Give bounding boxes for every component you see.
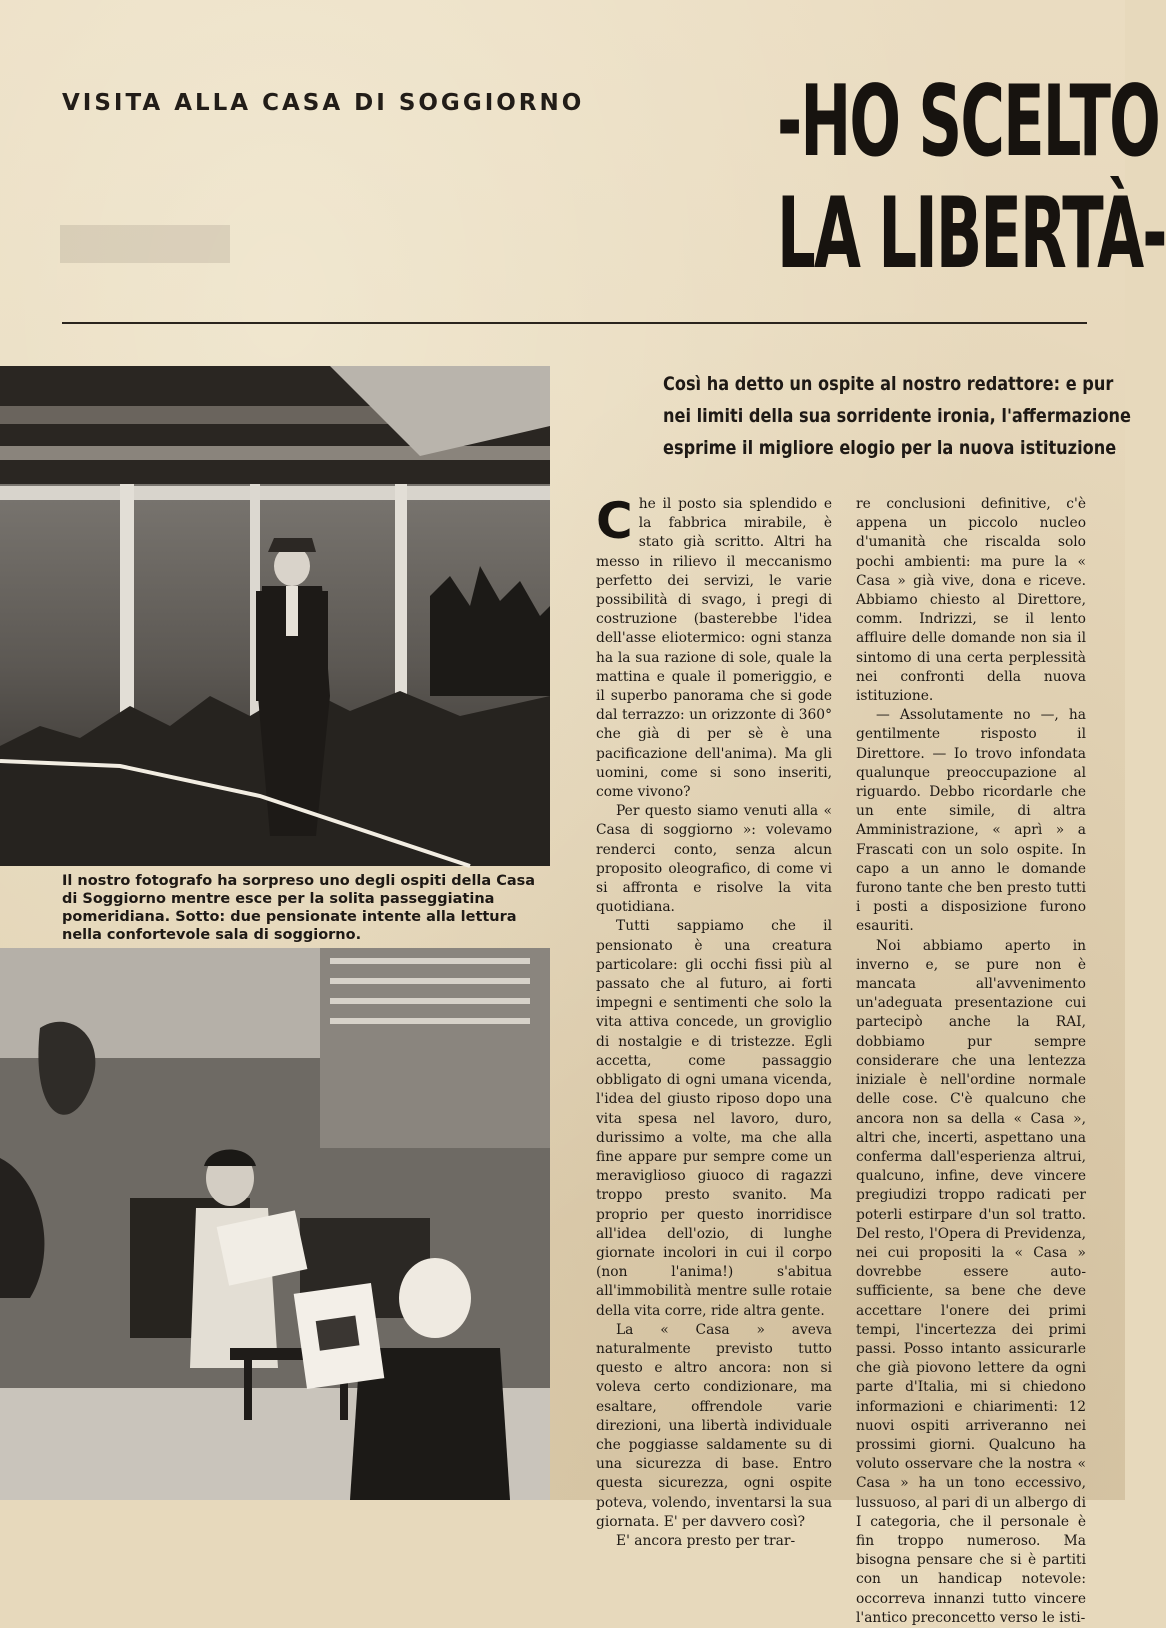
- article-paragraph: Noi abbiamo aperto in inverno e, se pure non è mancata all'avvenimento un'adeguata presentazione cui partecipò anche la RAI, dobbiamo pur sempre considerare che una lentezza iniziale è nell'ordine normale delle cose. C'è qualcuno che ancora non sa della « Casa », altri che, incerti, aspettano una conferma dall'esperienza altrui, qualcuno, infine, deve vincere pregiudizi troppo radicati per poterli estirpare d'un sol tratto. Del resto, l'Opera di Previdenza, nei cui propositi la « Casa » dovrebbe essere auto-sufficiente, sa bene che deve accettare l'onere dei primi tempi, l'incertezza dei primi passi. Posso intanto assicurarle che già piovono lettere da ogni parte d'Italia, mi si chiedono informazioni e chiarimenti: 12 nuovi ospiti arriveranno nei prossimi giorni. Qualcuno ha voluto osservare che la nostra « Casa » ha un tono eccessivo, lussuoso, al pari di un albergo di I categoria, che il personale è fin troppo numeroso. Ma bisogna pensare che si è partiti con un handicap notevole: occorreva innanzi tutto vincere l'antico preconcetto verso le isti-: [856, 937, 1086, 1626]
- photo-caption: Il nostro fotografo ha sorpreso uno degli ospiti della Casa di Soggiorno mentre esce per la solita passeggiatina pomeridiana. Sotto: due pensionate intente alla lettura nella confortevole sala di soggiorno.: [62, 873, 536, 943]
- article-paragraph: E' ancora presto per trar-: [616, 1532, 796, 1549]
- headline-line-2: LA LIBERTÀ-: [777, 177, 1166, 291]
- section-kicker: VISITA ALLA CASA DI SOGGIORNO: [62, 90, 585, 116]
- standfirst: [663, 368, 1132, 464]
- article-column-right: [856, 495, 1086, 1628]
- standfirst-line-3: esprime il migliore elogio per la nuova istituzione: [663, 437, 1117, 459]
- article-paragraph: La « Casa » aveva naturalmente previsto tutto questo e altro ancora: non si voleva certo condizionare, ma esaltare, offrendole varie direzioni, una libertà individuale che poggiasse saldamente su di una sicurezza di base. Entro questa sicurezza, ogni ospite poteva, volendo, inventarsi la sua giornata. E' per davvero così?: [596, 1321, 832, 1530]
- photo-women-reading: [0, 948, 550, 1500]
- standfirst-line-2: nei limiti della sua sorridente ironia, l'affermazione: [663, 405, 1132, 427]
- article-column-left: [596, 492, 832, 1551]
- photo-man-exiting-image: [0, 366, 550, 866]
- article-paragraph: Per questo siamo venuti alla « Casa di soggiorno »: volevamo renderci conto, senza alcun proposito oleografico, di come vi si affronta e risolve la vita quotidiana.: [596, 803, 832, 916]
- article-paragraph: [596, 492, 832, 802]
- headline: [777, 65, 1166, 291]
- article-paragraph: — Assolutamente no —, ha gentilmente risposto il Direttore. — Io trovo infondata qualunque preoccupazione al riguardo. Debbo ricordarle che un ente simile, di altra Amministrazione, « aprì » a Frascati con un solo ospite. In capo a un anno le domande furono tante che ben presto tutti i posti a disposizione furono esauriti.: [856, 707, 1086, 935]
- article-paragraph: re conclusioni definitive, c'è appena un piccolo nucleo d'umanità che riscalda solo pochi ambienti: ma pure la « Casa » già vive, dona e riceve. Abbiamo chiesto al Direttore, comm. Indrizzi, se il lento affluire delle domande non sia il sintomo di una certa perplessità nei confronti della nuova istituzione.: [856, 496, 1086, 705]
- drop-cap: C: [596, 492, 633, 550]
- photo-man-exiting: [0, 366, 550, 866]
- bleed-through-shadow: [60, 225, 230, 263]
- headline-line-1: -HO SCELTO: [777, 65, 1159, 179]
- header-rule: [62, 322, 1087, 324]
- photo-women-reading-image: [0, 948, 550, 1500]
- article-paragraph-text: he il posto sia splendido e la fabbrica mirabile, è stato già scritto. Altri ha messo in rilievo il meccanismo perfetto dei servizi, le varie possibilità di svago, i pregi di costruzione (basterebbe l'idea dell'asse eliotermico: ogni stanza ha la sua razione di sole, quale la mattina e quale il pomeriggio, e il superbo panorama che si gode dal terrazzo: un orizzonte di 360° che già di per sè è una pacificazione dell'anima). Ma gli uomini, come si sono inseriti, come vivono?: [596, 496, 832, 801]
- standfirst-line-1: Così ha detto un ospite al nostro redattore: e pur: [663, 373, 1114, 395]
- article-paragraph: Tutti sappiamo che il pensionato è una creatura particolare: gli occhi fissi più al passato che al futuro, ai forti impegni e sentimenti che solo la vita attiva concede, un groviglio di nostalgie e di tristezze. Egli accetta, come passaggio obbligato di ogni umana vicenda, l'idea del giusto riposo dopo una vita spesa nel lavoro, duro, durissimo a volte, ma che alla fine appare pur sempre come un meraviglioso giuoco di ragazzi troppo presto svanito. Ma proprio per questo inorridisce all'idea dell'ozio, di lunghe giornate incolori in cui il corpo (non l'anima!) s'abitua all'immobilità mentre sulle rotaie della vita corre, ride altra gente.: [596, 918, 832, 1319]
